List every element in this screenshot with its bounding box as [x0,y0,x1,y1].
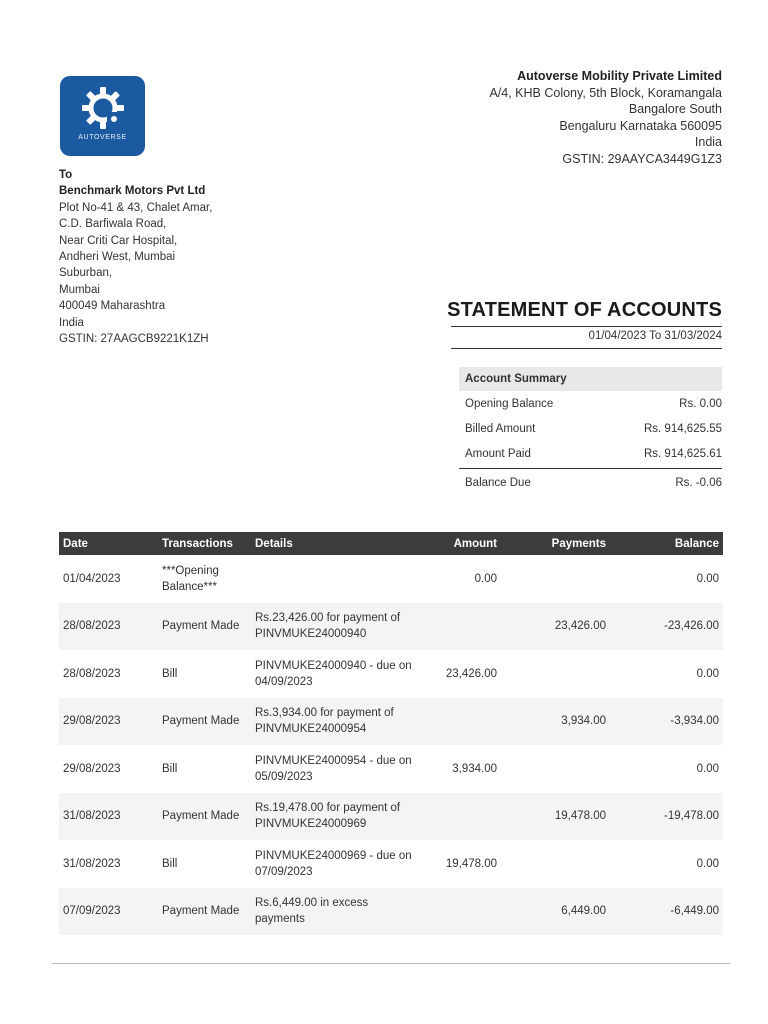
cell-details: PINVMUKE24000969 - due on 07/09/2023 [255,849,412,878]
table-header-row [59,532,723,555]
cell-transaction: Payment Made [158,698,251,746]
recipient-address-line: Andheri West, Mumbai [59,251,176,264]
column-header-amount: Amount [419,532,501,555]
summary-row-paid [459,441,722,466]
cell-amount: 23,426.00 [445,667,497,680]
company-address-line: Bangalore South [628,102,722,116]
recipient-address-line: Plot No-41 & 43, Chalet Amar, [59,201,213,214]
cell-amount: 19,478.00 [445,857,497,870]
cell-transaction: Payment Made [158,603,251,651]
logo-text: AUTOVERSE [78,134,127,141]
summary-value: Rs. 914,625.61 [643,447,722,460]
gear-icon [80,85,126,131]
company-address-line: A/4, KHB Colony, 5th Block, Koramangala [489,85,722,100]
table-row [59,888,723,936]
cell-balance: 0.00 [696,762,719,775]
summary-value: Rs. 914,625.55 [643,422,722,435]
cell-date: 31/08/2023 [63,857,121,870]
summary-label: Billed Amount [465,422,536,435]
column-header-date: Date [59,532,158,555]
cell-amount [419,793,501,841]
cell-amount [419,603,501,651]
company-address-line: Bengaluru Karnataka 560095 [559,118,722,133]
cell-payment [501,555,610,603]
cell-date: 31/08/2023 [59,793,158,841]
cell-details: PINVMUKE24000954 - due on 05/09/2023 [255,754,412,783]
summary-heading: Account Summary [459,367,722,391]
recipient-address-line: Suburban, [59,267,113,280]
company-address-line: India [694,135,722,149]
table-row [59,650,723,698]
recipient-address-line: India [59,316,84,329]
table-row [59,793,723,841]
cell-balance: -23,426.00 [610,603,723,651]
cell-date: 01/04/2023 [63,572,121,585]
table-row [59,698,723,746]
cell-transaction: ***Opening Balance*** [162,564,219,593]
recipient-name: Benchmark Motors Pvt Ltd [59,185,206,198]
cell-payment: 19,478.00 [501,793,610,841]
cell-details: Rs.6,449.00 in excess payments [251,888,419,936]
cell-date: 28/08/2023 [59,603,158,651]
summary-row-due [459,468,722,497]
cell-details: Rs.23,426.00 for payment of PINVMUKE24000940 [251,603,419,651]
recipient-address-line: C.D. Barfiwala Road, [59,218,167,231]
summary-row-billed [459,416,722,441]
company-gstin: GSTIN: 29AAYCA3449G1Z3 [562,151,722,166]
cell-details: PINVMUKE24000940 - due on 04/09/2023 [255,659,412,688]
footer-divider [52,963,730,964]
summary-row-opening [459,391,722,416]
recipient-address-line: Near Criti Car Hospital, [59,234,178,247]
cell-details: Rs.3,934.00 for payment of PINVMUKE24000954 [251,698,419,746]
summary-value: Rs. 0.00 [679,397,722,410]
table-row [59,745,723,793]
cell-payment [501,840,610,888]
recipient-block [59,167,212,347]
statement-period: 01/04/2023 To 31/03/2024 [451,326,722,349]
cell-payment [501,650,610,698]
cell-payment [501,745,610,793]
summary-label: Opening Balance [465,397,554,410]
cell-balance: 0.00 [696,572,719,585]
cell-transaction: Payment Made [158,793,251,841]
column-header-payments: Payments [501,532,610,555]
cell-payment: 3,934.00 [501,698,610,746]
cell-balance: -19,478.00 [610,793,723,841]
cell-date: 29/08/2023 [63,762,121,775]
recipient-address-line: 400049 Maharashtra [59,300,166,313]
cell-details [251,555,419,603]
cell-transaction: Bill [162,857,178,870]
table-row [59,840,723,888]
cell-balance: 0.00 [696,667,719,680]
column-header-transactions: Transactions [158,532,251,555]
column-header-details: Details [251,532,419,555]
cell-balance: 0.00 [696,857,719,870]
cell-details: Rs.19,478.00 for payment of PINVMUKE24000969 [251,793,419,841]
summary-label: Amount Paid [465,447,531,460]
cell-transaction: Payment Made [158,888,251,936]
summary-label: Balance Due [465,477,531,489]
cell-amount: 3,934.00 [452,762,497,775]
company-logo [60,76,145,156]
cell-amount [419,888,501,936]
cell-payment: 23,426.00 [501,603,610,651]
cell-date: 07/09/2023 [59,888,158,936]
transactions-table [59,532,723,935]
cell-date: 29/08/2023 [59,698,158,746]
column-header-balance: Balance [610,532,723,555]
cell-transaction: Bill [162,762,178,775]
to-label: To [59,169,73,181]
table-row [59,555,723,603]
cell-date: 28/08/2023 [63,667,121,680]
cell-amount: 0.00 [474,572,497,585]
account-summary [459,367,722,497]
company-name: Autoverse Mobility Private Limited [517,69,722,83]
recipient-gstin: GSTIN: 27AAGCB9221K1ZH [59,333,209,346]
cell-balance: -6,449.00 [610,888,723,936]
cell-balance: -3,934.00 [610,698,723,746]
cell-amount [419,698,501,746]
table-row [59,603,723,651]
cell-transaction: Bill [162,667,178,680]
recipient-address-line: Mumbai [59,283,100,296]
company-block [489,68,722,167]
summary-value: Rs. -0.06 [675,477,722,489]
cell-payment: 6,449.00 [501,888,610,936]
statement-title: STATEMENT OF ACCOUNTS [447,299,722,321]
